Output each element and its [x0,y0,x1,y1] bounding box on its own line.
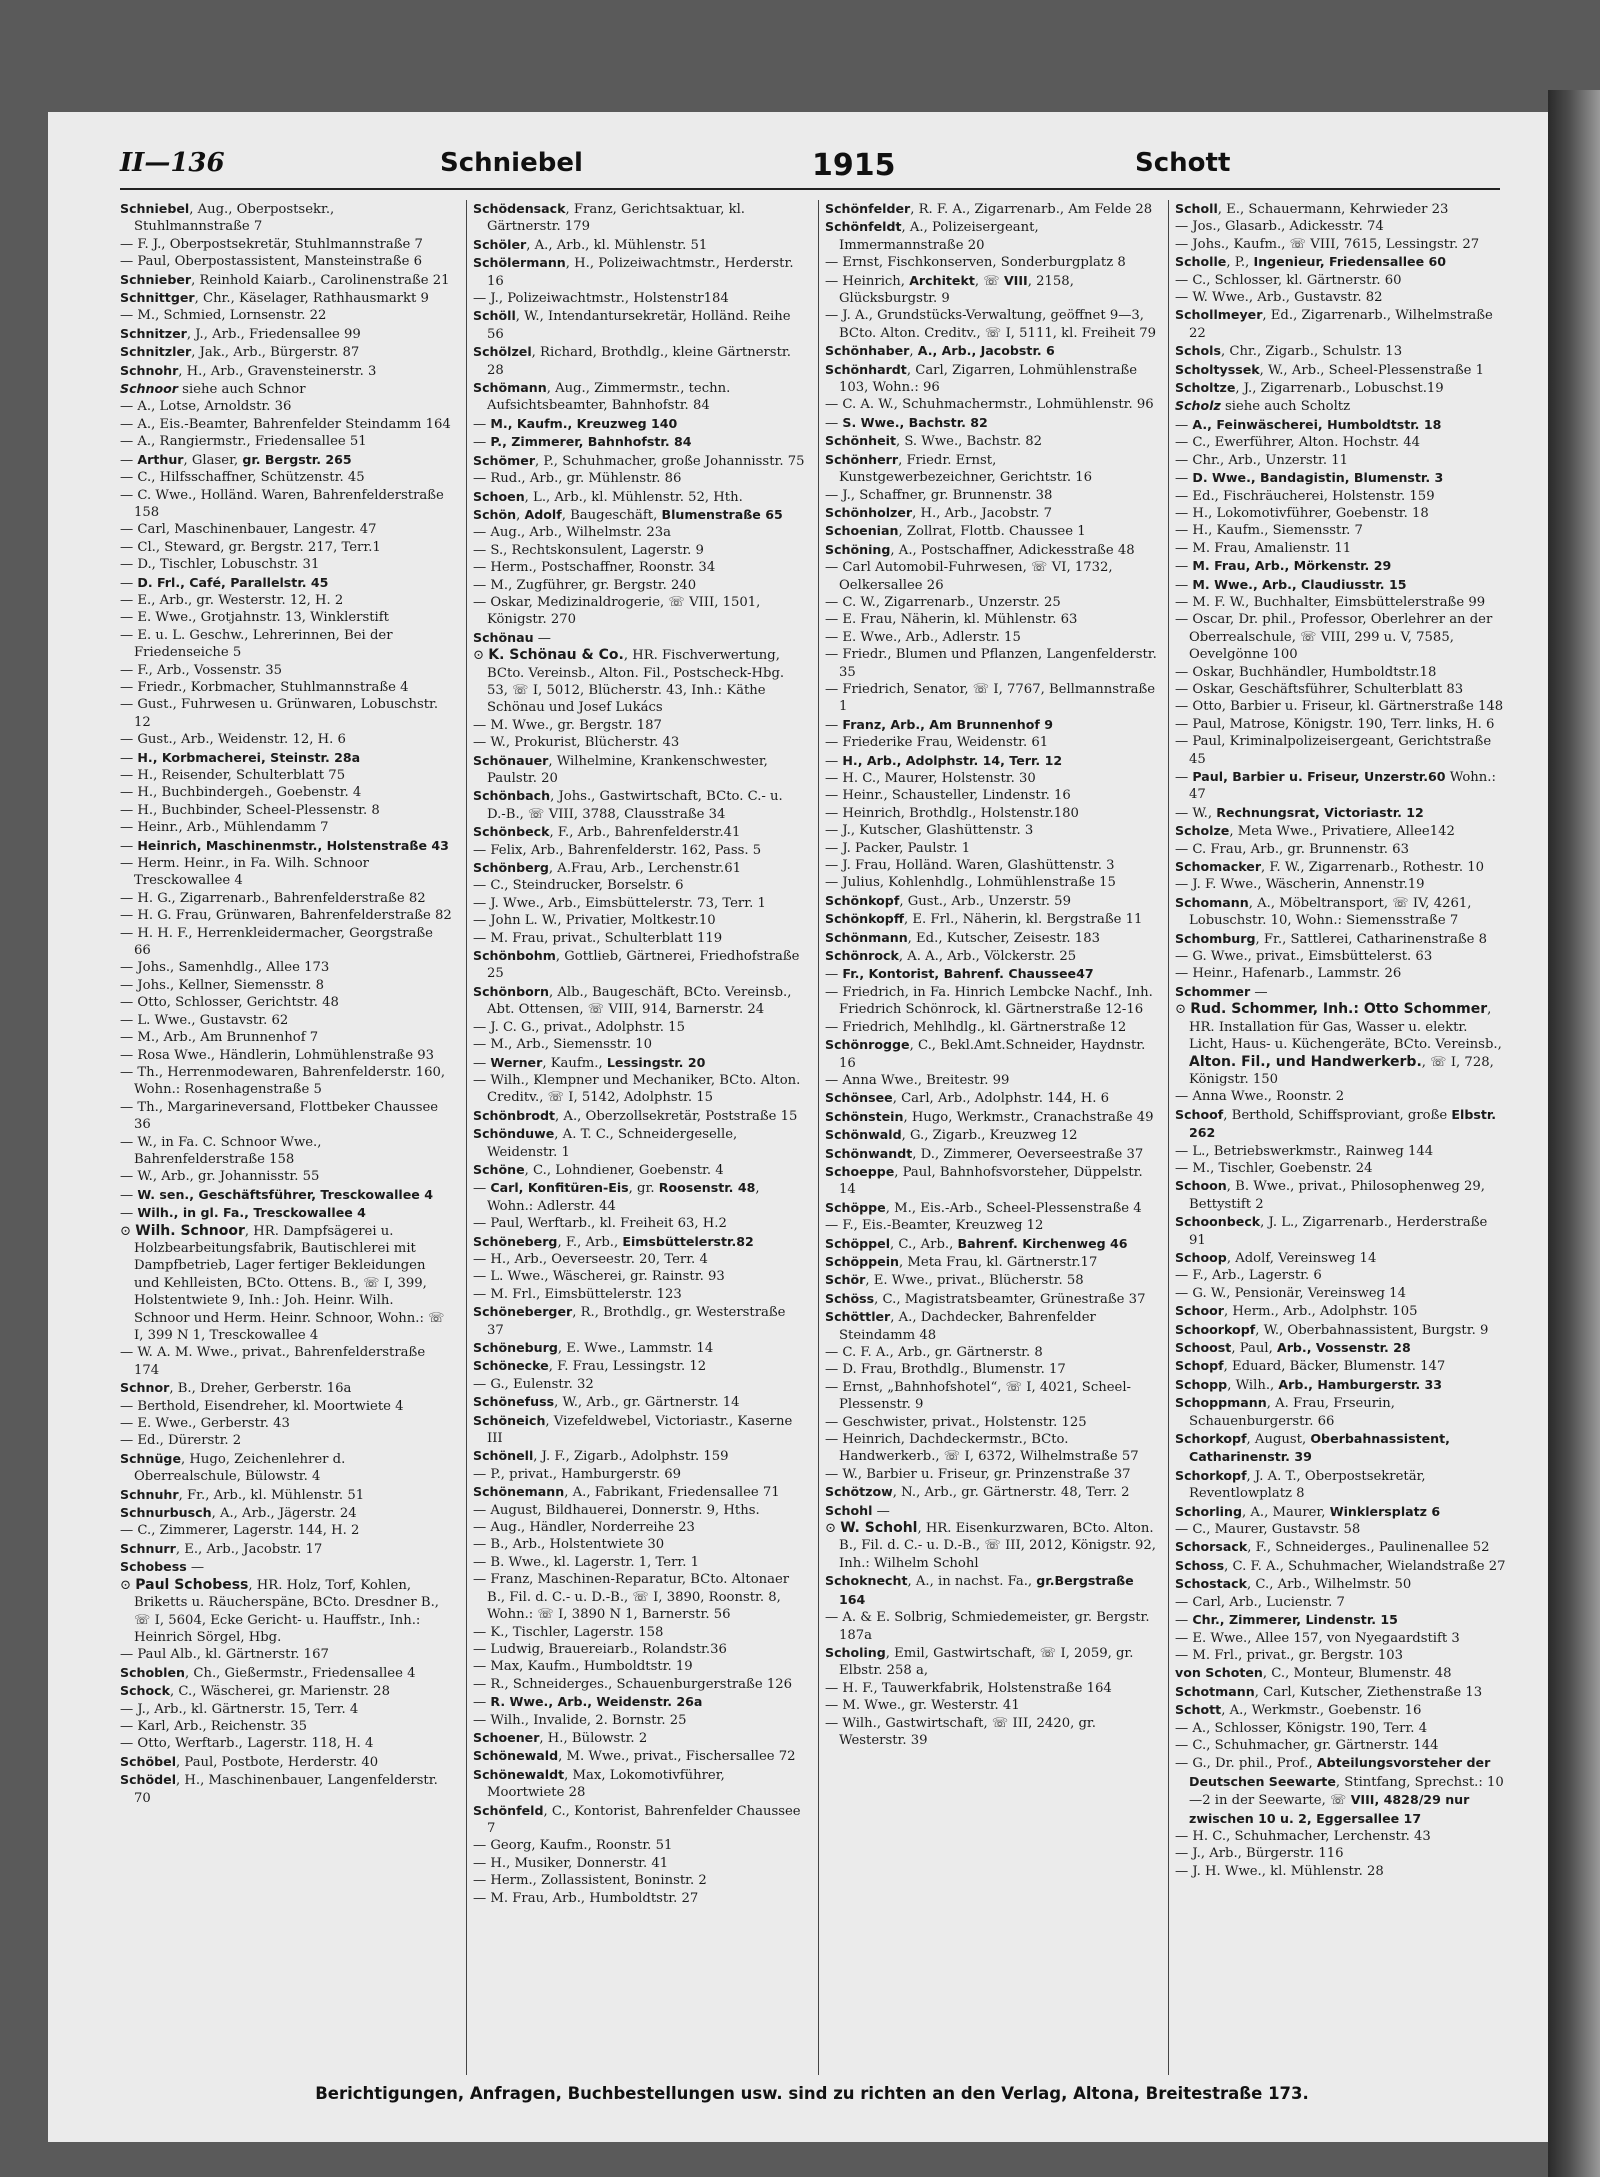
directory-entry: — Herm., Postschaffner, Roonstr. 34 [473,560,716,576]
directory-entry: Schoonbeck, J. L., Zigarrenarb., Herderstraße 91 [1175,1214,1488,1248]
directory-entry: — J. F. Wwe., Wäscherin, Annenstr.19 [1175,877,1425,893]
directory-entry: Schoppmann, A. Frau, Frseurin, Schauenburgerstr. 66 [1175,1395,1395,1429]
directory-entry: von Schoten, C., Monteur, Blumenstr. 48 [1175,1665,1452,1682]
page-footer-notice: Berichtigungen, Anfragen, Buchbestellungen usw. sind zu richten an den Verlag, Altona, Breitestraße 173. [315,2084,1309,2103]
directory-entry: Schönmann, Ed., Kutscher, Zeisestr. 183 [825,929,1100,946]
directory-entry: — C., Schlosser, kl. Gärtnerstr. 60 [1175,272,1402,288]
directory-entry: — Berthold, Eisendreher, kl. Moortwiete 4 [120,1398,404,1414]
directory-entry: Schöne, C., Lohndiener, Goebenstr. 4 [473,1161,724,1178]
column-1 [120,200,452,2075]
directory-entry: — Heinrich, Dachdeckermstr., BCto. Handwerkerb., ☏ I, 6372, Wilhelmstraße 57 [825,1432,1139,1465]
directory-entry: Schobess — [120,1559,205,1576]
directory-entry: — J., Schaffner, gr. Brunnenstr. 38 [825,487,1053,503]
directory-entry: — H. C., Schuhmacher, Lerchenstr. 43 [1175,1828,1431,1844]
directory-entry: Schötzow, N., Arb., gr. Gärtnerstr. 48, Terr. 2 [825,1484,1130,1501]
directory-entry: — W., Rechnungsrat, Victoriastr. 12 [1175,804,1424,821]
directory-entry: — Oskar, Buchhändler, Humboldtstr.18 [1175,664,1437,680]
directory-entry: — Gust., Fuhrwesen u. Grünwaren, Lobuschstr. 12 [120,697,439,730]
directory-entry: — W. A. M. Wwe., privat., Bahrenfelderstraße 174 [120,1345,426,1378]
directory-entry: Schöning, A., Postschaffner, Adickesstraße 48 [825,541,1135,558]
directory-entry: — Arthur, Glaser, gr. Bergstr. 265 [120,451,352,468]
directory-entry: — Werner, Kaufm., Lessingstr. 20 [473,1054,706,1071]
directory-entry: — Herm. Heinr., in Fa. Wilh. Schnoor Tresckowallee 4 [120,856,369,889]
page-number: II—136 [120,148,225,178]
directory-entry: — J. A., Grundstücks-Verwaltung, geöffnet 9—3, BCto. Alton. Creditv., ☏ I, 5111, kl. Freiheit 79 [825,308,1156,341]
header-last-name: Schott [1135,148,1231,178]
directory-entry: — H., Buchbinder, Scheel-Plessenstr. 8 [120,802,380,818]
directory-entry: — P., privat., Hamburgerstr. 69 [473,1466,682,1482]
directory-entry: — Carl, Konfitüren-Eis, gr. Roosenstr. 48, Wohn.: Adlerstr. 44 [473,1180,760,1214]
directory-entry: Schöppe, M., Eis.-Arb., Scheel-Plessenstraße 4 [825,1199,1142,1216]
directory-entry: — Wilh., in gl. Fa., Tresckowallee 4 [120,1205,366,1222]
directory-entry: Schomann, A., Möbeltransport, ☏ IV, 4261, Lobuschstr. 10, Wohn.: Siemensstraße 7 [1175,894,1472,929]
column-3 [818,200,1157,2075]
directory-entry: Schnoor siehe auch Schnor [120,381,306,398]
directory-entry: — C. A. W., Schuhmachermstr., Lohmühlenstr. 96 [825,397,1154,413]
directory-entry: Schönemann, A., Fabrikant, Friedensallee 71 [473,1484,780,1501]
directory-entry: — J., Kutscher, Glashüttenstr. 3 [825,823,1034,839]
directory-entry: — H., Lokomotivführer, Goebenstr. 18 [1175,505,1429,521]
directory-entry: Scholle, P., Ingenieur, Friedensallee 60 [1175,254,1447,271]
directory-entry: Schorkopf, August, Oberbahnassistent, Catharinenstr. 39 [1175,1431,1450,1465]
directory-entry: — H. G., Zigarrenarb., Bahrenfelderstraße 82 [120,890,426,906]
column-2 [466,200,805,2075]
directory-entry: — John L. W., Privatier, Moltkestr.10 [473,913,716,929]
directory-entry: Schönau — [473,629,551,646]
directory-entry: ⊙ W. Schohl, HR. Eisenkurzwaren, BCto. Alton. B., Fil. d. C.- u. D.-B., ☏ III, 2012, Königstr. 92, Inh.: Wilhelm Schohl [825,1520,1156,1571]
directory-entry: Schöll, W., Intendantursekretär, Holländ. Reihe 56 [473,308,791,342]
directory-entry: — Julius, Kohlenhdlg., Lohmühlenstraße 15 [825,875,1116,891]
directory-entry: — Wilh., Klempner und Mechaniker, BCto. Alton. Creditv., ☏ I, 5142, Adolphstr. 15 [473,1072,801,1106]
directory-entry: — Wilh., Gastwirtschaft, ☏ III, 2420, gr. Westerstr. 39 [825,1715,1096,1748]
directory-entry: Schönfeldt, A., Polizeisergeant, Immermannstraße 20 [825,219,1039,253]
directory-entry: Scholl, E., Schauermann, Kehrwieder 23 [1175,201,1449,217]
directory-entry: ⊙ Paul Schobess, HR. Holz, Torf, Kohlen, Briketts u. Räucherspäne, BCto. Dresdner B., ☏ I, 5604, Ecke Gericht- u. Hauffstr., Inh.: Heinrich Sörgel, Hbg. [120,1576,439,1645]
directory-entry: — S. Wwe., Bachstr. 82 [825,414,988,431]
directory-entry: — A., Eis.-Beamter, Bahrenfelder Steindamm 164 [120,416,451,432]
directory-entry: — J., Arb., Bürgerstr. 116 [1175,1846,1344,1862]
directory-entry: — Jos., Glasarb., Adickesstr. 74 [1175,219,1384,235]
directory-entry: — Chr., Arb., Unzerstr. 11 [1175,452,1348,468]
directory-entry: Schnurr, E., Arb., Jacobstr. 17 [120,1540,323,1557]
directory-entry: — H., Reisender, Schulterblatt 75 [120,768,346,783]
directory-entry: — L. Wwe., Gustavstr. 62 [120,1012,289,1028]
directory-entry: — Ed., Dürerstr. 2 [120,1433,242,1449]
directory-entry: — Oscar, Dr. phil., Professor, Oberlehrer an der Oberrealschule, ☏ VIII, 299 u. V, 7585, Oevelgönne 100 [1175,612,1493,663]
directory-entry: — Johs., Samenhdlg., Allee 173 [120,960,330,976]
column-4 [1168,200,1507,2075]
directory-entry: Schönwald, G., Zigarb., Kreuzweg 12 [825,1127,1078,1144]
directory-entry: — Carl, Maschinenbauer, Langestr. 47 [120,522,377,538]
directory-entry: — M., Arb., Siemensstr. 10 [473,1037,653,1053]
directory-entry: — H., Arb., Oeverseestr. 20, Terr. 4 [473,1251,708,1267]
directory-entry: — Georg, Kaufm., Roonstr. 51 [473,1838,673,1854]
directory-entry: — Max, Kaufm., Humboldtstr. 19 [473,1659,693,1675]
directory-entry: Schömann, Aug., Zimmermstr., techn. Aufsichtsbeamter, Bahnhofstr. 84 [473,380,731,414]
directory-entry: — C., Zimmerer, Lagerstr. 144, H. 2 [120,1523,360,1539]
directory-entry: — Wilh., Invalide, 2. Bornstr. 25 [473,1712,687,1728]
directory-entry: Schör, E. Wwe., privat., Blücherstr. 58 [825,1272,1084,1289]
directory-entry: — Anna Wwe., Breitestr. 99 [825,1072,1010,1088]
directory-entry: — Friedr., Korbmacher, Stuhlmannstraße 4 [120,679,409,695]
directory-entry: — R., Schneiderges., Schauenburgerstraße 126 [473,1676,793,1692]
directory-entry: Scholz siehe auch Scholtz [1175,398,1351,415]
directory-entry: Schölermann, H., Polizeiwachtmstr., Herderstr. 16 [473,255,794,289]
directory-entry: — Anna Wwe., Roonstr. 2 [1175,1089,1345,1105]
directory-entry: — G. Wwe., privat., Eimsbüttelerst. 63 [1175,949,1433,965]
directory-entry: Schopf, Eduard, Bäcker, Blumenstr. 147 [1175,1358,1446,1375]
directory-entry: Schott, A., Werkmstr., Goebenstr. 16 [1175,1702,1422,1719]
directory-entry: — C., Maurer, Gustavstr. 58 [1175,1522,1361,1538]
directory-entry: — Friedr., Blumen und Pflanzen, Langenfelderstr. 35 [825,647,1157,680]
directory-entry: — M. Frau, Arb., Mörkenstr. 29 [1175,558,1392,575]
directory-entry: — W., in Fa. C. Schnoor Wwe., Bahrenfelderstraße 158 [120,1134,322,1167]
directory-entry: — Johs., Kaufm., ☏ VIII, 7615, Lessingstr. 27 [1175,236,1480,252]
directory-entry: ⊙ Rud. Schommer, Inh.: Otto Schommer, HR. Installation für Gas, Wasser u. elektr. Licht, Haus- u. Küchengeräte, BCto. Vereinsb., Alton. Fil., und Handwerkerb., ☏ I, 728, Königstr. 150 [1175,1001,1502,1087]
directory-entry: Schönkopf, Gust., Arb., Unzerstr. 59 [825,892,1071,909]
directory-entry: — August, Bildhauerei, Donnerstr. 9, Hths. [473,1502,760,1518]
directory-entry: — J. C. G., privat., Adolphstr. 15 [473,1019,685,1035]
directory-entry: — F., Arb., Lagerstr. 6 [1175,1268,1322,1284]
directory-entry: Schönauer, Wilhelmine, Krankenschwester, Paulstr. 20 [473,752,768,786]
directory-entry: — A., Rangiermstr., Friedensallee 51 [120,434,367,450]
directory-entry: Schorkopf, J. A. T., Oberpostsekretär, Reventlowplatz 8 [1175,1467,1426,1502]
directory-entry: Schönholzer, H., Arb., Jacobstr. 7 [825,504,1053,521]
directory-entry: — H., Musiker, Donnerstr. 41 [473,1855,669,1871]
directory-entry: Scholtyssek, W., Arb., Scheel-Plessenstraße 1 [1175,361,1485,378]
directory-entry: Schopp, Wilh., Arb., Hamburgerstr. 33 [1175,1376,1443,1393]
directory-entry: Schöler, A., Arb., kl. Mühlenstr. 51 [473,236,708,253]
directory-entry: — L., Betriebswerkmstr., Rainweg 144 [1175,1143,1434,1159]
directory-entry: Schorsack, F., Schneiderges., Paulinenallee 52 [1175,1539,1490,1556]
directory-entry: — H., Arb., Adolphstr. 14, Terr. 12 [825,752,1063,769]
directory-entry: — Gust., Arb., Weidenstr. 12, H. 6 [120,732,346,748]
directory-entry: Schostack, C., Arb., Wilhelmstr. 50 [1175,1576,1412,1593]
directory-entry: — B. Wwe., kl. Lagerstr. 1, Terr. 1 [473,1554,700,1570]
directory-entry: — F. J., Oberpostsekretär, Stuhlmannstraße 7 [120,236,423,252]
directory-entry: — Friedrich, Senator, ☏ I, 7767, Bellmannstraße 1 [825,681,1156,715]
directory-entry: Schönherr, Friedr. Ernst, Kunstgewerbezeichner, Gerichtstr. 16 [825,451,1093,486]
directory-entry: Schoeppe, Paul, Bahnhofsvorsteher, Düppelstr. 14 [825,1163,1143,1198]
directory-entry: Schönefuss, W., Arb., gr. Gärtnerstr. 14 [473,1394,740,1411]
directory-entry: — Fr., Kontorist, Bahrenf. Chaussee47 [825,966,1094,983]
directory-entry: Schönfelder, R. F. A., Zigarrenarb., Am Felde 28 [825,201,1153,217]
directory-entry: — E. Wwe., Grotjahnstr. 13, Winklerstift [120,610,389,626]
directory-entry: Schommer — [1175,983,1268,1000]
directory-entry: — C. W., Zigarrenarb., Unzerstr. 25 [825,594,1061,610]
directory-entry: — M., Zugführer, gr. Bergstr. 240 [473,577,697,593]
directory-entry: — Herm., Zollassistent, Boninstr. 2 [473,1873,707,1889]
directory-entry: Schöneberger, R., Brothdlg., gr. Westerstraße 37 [473,1304,786,1338]
directory-entry: — P., Zimmerer, Bahnhofstr. 84 [473,434,692,451]
directory-entry: — Paul Alb., kl. Gärtnerstr. 167 [120,1647,329,1663]
directory-entry: — Rosa Wwe., Händlerin, Lohmühlenstraße 93 [120,1047,435,1063]
directory-entry: — Carl Automobil-Fuhrwesen, ☏ VI, 1732, Oelkersallee 26 [825,560,1113,593]
directory-entry: — M. F. W., Buchhalter, Eimsbüttelerstraße 99 [1175,594,1486,610]
directory-entry: — C., Hilfsschaffner, Schützenstr. 45 [120,470,365,486]
directory-entry: — H., Buchbindergeh., Goebenstr. 4 [120,785,362,801]
directory-entry: — Friedrich, in Fa. Hinrich Lembcke Nachf., Inh. Friedrich Schönrock, kl. Gärtnerstraße 12-16 [825,984,1153,1018]
directory-entry: — J., Arb., kl. Gärtnerstr. 15, Terr. 4 [120,1701,359,1717]
directory-entry: — D. Frl., Café, Parallelstr. 45 [120,574,329,591]
directory-entry: Schönhaber, A., Arb., Jacobstr. 6 [825,343,1055,360]
directory-entry: Schock, C., Wäscherei, gr. Marienstr. 28 [120,1683,390,1700]
directory-entry: Schöss, C., Magistratsbeamter, Grünestraße 37 [825,1290,1146,1307]
directory-entry: — F., Arb., Vossenstr. 35 [120,662,283,678]
directory-entry: Schönheit, S. Wwe., Bachstr. 82 [825,433,1043,450]
directory-entry: — Heinrich, Architekt, ☏ VIII, 2158, Glücksburgstr. 9 [825,272,1074,307]
directory-entry: Schödensack, Franz, Gerichtsaktuar, kl. Gärtnerstr. 179 [473,201,745,235]
directory-entry: Schönewaldt, Max, Lokomotivführer, Moortwiete 28 [473,1766,725,1801]
directory-entry: Schollmeyer, Ed., Zigarrenarb., Wilhelmstraße 22 [1175,307,1493,341]
directory-entry: — Heinr., Schausteller, Lindenstr. 16 [825,788,1071,804]
directory-entry: — M., Arb., Am Brunnenhof 7 [120,1030,319,1046]
directory-entry: — Paul, Kriminalpolizeisergeant, Gerichtstraße 45 [1175,734,1492,767]
directory-entry: — J., Polizeiwachtmstr., Holstenstr184 [473,291,729,307]
directory-entry: — E. Wwe., Gerberstr. 43 [120,1416,290,1432]
directory-entry: — A. & E. Solbrig, Schmiedemeister, gr. Bergstr. 187a [825,1610,1150,1643]
directory-entry: — M. Frl., privat., gr. Bergstr. 103 [1175,1647,1404,1663]
directory-entry: Schnuhr, Fr., Arb., kl. Mühlenstr. 51 [120,1486,365,1503]
directory-entry: — E. Frau, Näherin, kl. Mühlenstr. 63 [825,612,1078,628]
directory-entry: — Chr., Zimmerer, Lindenstr. 15 [1175,1612,1398,1629]
directory-entry: — J. Packer, Paulstr. 1 [825,840,971,856]
directory-entry: — E. Wwe., Allee 157, von Nyegaardstift 3 [1175,1630,1460,1646]
directory-entry: — Heinr., Hafenarb., Lammstr. 26 [1175,966,1402,982]
directory-entry: — B., Arb., Holstentwiete 30 [473,1537,665,1553]
directory-entry: — C., Schuhmacher, gr. Gärtnerstr. 144 [1175,1737,1439,1753]
directory-entry: — Aug., Arb., Wilhelmstr. 23a [473,525,671,541]
directory-entry: — Friederike Frau, Weidenstr. 61 [825,735,1049,751]
directory-entry: Schoknecht, A., in nachst. Fa., gr.Bergstraße 164 [825,1573,1134,1607]
directory-entry: — D., Tischler, Lobuschstr. 31 [120,557,320,573]
header-first-name: Schniebel [440,148,583,178]
directory-entry: Schönhardt, Carl, Zigarren, Lohmühlenstraße 103, Wohn.: 96 [825,361,1138,396]
directory-entry: Scholtze, J., Zigarrenarb., Lobuschst.19 [1175,380,1444,397]
directory-entry: Schnor, B., Dreher, Gerberstr. 16a [120,1380,352,1397]
directory-entry: — Karl, Arb., Reichenstr. 35 [120,1718,308,1734]
directory-entry: — W., Arb., gr. Johannisstr. 55 [120,1169,320,1185]
directory-entry: — W., Barbier u. Friseur, gr. Prinzenstraße 37 [825,1466,1131,1482]
directory-entry: Schoenian, Zollrat, Flottb. Chaussee 1 [825,523,1086,540]
directory-entry: Schöppel, C., Arb., Bahrenf. Kirchenweg 46 [825,1235,1128,1252]
directory-entry: — Cl., Steward, gr. Bergstr. 217, Terr.1 [120,539,381,555]
directory-entry: — E. u. L. Geschw., Lehrerinnen, Bei der Friedenseiche 5 [120,627,393,661]
directory-entry: — F., Eis.-Beamter, Kreuzweg 12 [825,1218,1044,1234]
directory-entry: Schönrogge, C., Bekl.Amt.Schneider, Haydnstr. 16 [825,1037,1146,1071]
directory-entry: — E., Arb., gr. Westerstr. 12, H. 2 [120,592,344,608]
directory-entry: — M., Schmied, Lornsenstr. 22 [120,308,327,324]
page-header [120,142,1500,190]
page-edge-shadow [1548,90,1600,2177]
directory-entry: ⊙ K. Schönau & Co., HR. Fischverwertung, BCto. Vereinsb., Alton. Fil., Postscheck-Hbg. 53, ☏ I, 5012, Blücherstr. 43, Inh.: Käthe Schönau und Josef Lukács [473,647,785,716]
directory-entry: Schomburg, Fr., Sattlerei, Catharinenstraße 8 [1175,930,1488,947]
directory-entry: — C. F. A., Arb., gr. Gärtnerstr. 8 [825,1345,1043,1360]
directory-entry: Schönwandt, D., Zimmerer, Oeverseestraße 37 [825,1145,1144,1162]
directory-entry: Schölzel, Richard, Brothdlg., kleine Gärtnerstr. 28 [473,344,791,378]
directory-entry: Schnittger, Chr., Käselager, Rathhausmarkt 9 [120,290,429,307]
directory-entry: — A., Feinwäscherei, Humboldtstr. 18 [1175,416,1442,433]
directory-entry: — A., Lotse, Arnoldstr. 36 [120,399,292,415]
directory-entry: Schöneich, Vizefeldwebel, Victoriastr., Kaserne III [473,1412,793,1447]
directory-entry: Scholze, Meta Wwe., Privatiere, Allee142 [1175,823,1455,840]
directory-entry: Schoblen, Ch., Gießermstr., Friedensallee 4 [120,1664,416,1681]
directory-entry: — C. Wwe., Holländ. Waren, Bahrenfelderstraße 158 [120,487,444,520]
directory-entry: Schnüge, Hugo, Zeichenlehrer d. Oberrealschule, Bülowstr. 4 [120,1450,346,1485]
directory-entry: — H. C., Maurer, Holstenstr. 30 [825,771,1036,786]
directory-entry: — G. W., Pensionär, Vereinsweg 14 [1175,1285,1406,1301]
directory-entry: Schnieber, Reinhold Kaiarb., Carolinenstraße 21 [120,271,450,288]
directory-entry: — Heinr., Arb., Mühlendamm 7 [120,820,329,836]
directory-entry: — C., Ewerführer, Alton. Hochstr. 44 [1175,435,1421,451]
directory-entry: — E. Wwe., Arb., Adlerstr. 15 [825,629,1021,645]
directory-entry: Schnurbusch, A., Arb., Jägerstr. 24 [120,1505,357,1522]
directory-entry: — M. Frl., Eimsbüttelerstr. 123 [473,1286,682,1302]
directory-entry: — Heinrich, Maschinenmstr., Holstenstraße 43 [120,837,449,854]
directory-entry: — C., Steindrucker, Borselstr. 6 [473,878,684,894]
directory-entry: — L. Wwe., Wäscherei, gr. Rainstr. 93 [473,1269,725,1285]
directory-entry: — H. F., Tauwerkfabrik, Holstenstraße 164 [825,1680,1112,1696]
directory-entry: — M. Wwe., Arb., Claudiusstr. 15 [1175,576,1407,593]
directory-entry: Schoost, Paul, Arb., Vossenstr. 28 [1175,1340,1411,1356]
directory-entry: — Franz, Maschinen-Reparatur, BCto. Altonaer B., Fil. d. C.- u. D.-B., ☏ I, 3890, Roonstr. 8, Wohn.: ☏ I, 3890 N 1, Barnerstr. 56 [473,1572,790,1623]
directory-entry: Schoon, B. Wwe., privat., Philosophenweg 29, Bettystift 2 [1175,1178,1485,1212]
directory-entry: — H., Korbmacherei, Steinstr. 28a [120,749,361,766]
directory-entry: — Heinrich, Brothdlg., Holstenstr.180 [825,805,1079,821]
directory-entry: Schnohr, H., Arb., Gravensteinerstr. 3 [120,362,377,379]
directory-entry: — Otto, Werftarb., Lagerstr. 118, H. 4 [120,1736,374,1752]
directory-entry: Schönberg, A.Frau, Arb., Lerchenstr.61 [473,860,741,877]
directory-entry: Schömer, P., Schuhmacher, große Johannisstr. 75 [473,452,805,469]
directory-entry: — J. Frau, Holländ. Waren, Glashüttenstr. 3 [825,858,1115,874]
directory-entry: Schotmann, Carl, Kutscher, Ziethenstraße 13 [1175,1683,1483,1700]
directory-entry: — M. Wwe., gr. Westerstr. 41 [825,1698,1020,1714]
directory-entry: — J. H. Wwe., kl. Mühlenstr. 28 [1175,1863,1384,1879]
directory-entry: — Aug., Händler, Norderreihe 23 [473,1520,695,1536]
directory-entry: — Paul, Werftarb., kl. Freiheit 63, H.2 [473,1216,727,1232]
directory-entry: — G., Eulenstr. 32 [473,1376,594,1392]
directory-entry: Schoor, Herm., Arb., Adolphstr. 105 [1175,1303,1418,1320]
directory-entry: Schönell, J. F., Zigarb., Adolphstr. 159 [473,1448,729,1465]
directory-entry: — Rud., Arb., gr. Mühlenstr. 86 [473,471,682,487]
directory-entry: Schönbrodt, A., Oberzollsekretär, Poststraße 15 [473,1107,798,1124]
directory-entry: Schnitzler, Jak., Arb., Bürgerstr. 87 [120,344,360,361]
directory-entry: Schöbel, Paul, Postbote, Herderstr. 40 [120,1753,379,1770]
directory-entry: — Ed., Fischräucherei, Holstenstr. 159 [1175,488,1435,504]
directory-page [48,112,1548,2142]
directory-entry: Schoof, Berthold, Schiffsproviant, große Elbstr. 262 [1175,1106,1497,1141]
directory-entry: — Johs., Kellner, Siemensstr. 8 [120,977,325,993]
directory-entry: — M., Tischler, Goebenstr. 24 [1175,1160,1373,1176]
directory-entry: — Carl, Arb., Lucienstr. 7 [1175,1594,1345,1610]
directory-entry: — M., Kaufm., Kreuzweg 140 [473,415,678,432]
directory-entry: Schönbohm, Gottlieb, Gärtnerei, Friedhofstraße 25 [473,948,800,982]
directory-entry: Schöttler, A., Dachdecker, Bahrenfelder Steindamm 48 [825,1309,1096,1343]
directory-entry: — R. Wwe., Arb., Weidenstr. 26a [473,1694,703,1711]
directory-entry: Schoorkopf, W., Oberbahnassistent, Burgstr. 9 [1175,1321,1489,1338]
directory-entry: — M. Frau, Arb., Humboldtstr. 27 [473,1890,699,1906]
directory-entry: — G., Dr. phil., Prof., Abteilungsvorsteher der Deutschen Seewarte, Stintfang, Sprechst.: 10—2 in der Seewarte, ☏ VIII, 4828/29 nur zwischen 10 u. 2, Eggersallee 17 [1175,1755,1504,1826]
directory-entry: — H. G. Frau, Grünwaren, Bahrenfelderstraße 82 [120,908,452,924]
directory-entry: — C. Frau, Arb., gr. Brunnenstr. 63 [1175,841,1409,857]
directory-entry: — Ernst, Fischkonserven, Sonderburgplatz 8 [825,255,1126,271]
directory-entry: Schönduwe, A. T. C., Schneidergeselle, Weidenstr. 1 [473,1126,738,1160]
directory-entry: Schönewald, M. Wwe., privat., Fischersallee 72 [473,1748,796,1765]
directory-entry: Schnitzer, J., Arb., Friedensallee 99 [120,325,361,342]
directory-columns [120,200,1504,2075]
directory-entry: — Ernst, „Bahnhofshotel“, ☏ I, 4021, Scheel-Plessenstr. 9 [825,1379,1132,1413]
directory-entry: — W. sen., Geschäftsführer, Tresckowallee 4 [120,1186,433,1203]
directory-entry: — Paul, Barbier u. Friseur, Unzerstr.60 Wohn.: 47 [1175,769,1496,803]
directory-entry: Schniebel, Aug., Oberpostsekr., Stuhlmannstraße 7 [120,201,335,235]
directory-entry: Schönrock, A. A., Arb., Völckerstr. 25 [825,948,1077,965]
directory-entry: — Paul, Oberpostassistent, Mansteinstraße 6 [120,254,422,270]
directory-entry: — Felix, Arb., Bahrenfelderstr. 162, Pass. 5 [473,842,762,858]
directory-entry: — D. Frau, Brothdlg., Blumenstr. 17 [825,1362,1066,1378]
directory-entry: — M. Frau, privat., Schulterblatt 119 [473,930,723,946]
directory-entry: — W. Wwe., Arb., Gustavstr. 82 [1175,290,1383,306]
directory-entry: Schols, Chr., Zigarb., Schulstr. 13 [1175,343,1403,360]
directory-entry: Schoss, C. F. A., Schuhmacher, Wielandstraße 27 [1175,1557,1506,1574]
header-year: 1915 [812,148,896,183]
directory-entry: — D. Wwe., Bandagistin, Blumenstr. 3 [1175,470,1444,487]
directory-entry: — Geschwister, privat., Holstenstr. 125 [825,1414,1087,1430]
directory-entry: Schönkopff, E. Frl., Näherin, kl. Bergstraße 11 [825,911,1143,928]
directory-entry: — Otto, Schlosser, Gerichtstr. 48 [120,995,339,1011]
directory-entry: — Ludwig, Brauereiarb., Rolandstr.36 [473,1641,727,1657]
directory-entry: — W., Prokurist, Blücherstr. 43 [473,735,680,751]
directory-entry: Schohl — [825,1502,890,1519]
directory-entry: Schomacker, F. W., Zigarrenarb., Rothestr. 10 [1175,859,1485,876]
directory-entry: Schoen, L., Arb., kl. Mühlenstr. 52, Hth. [473,488,743,505]
directory-entry: Schönbach, Johs., Gastwirtschaft, BCto. C.- u. D.-B., ☏ VIII, 3788, Clausstraße 34 [473,788,783,822]
directory-entry: Schönfeld, C., Kontorist, Bahrenfelder Chaussee 7 [473,1802,801,1836]
directory-entry: — H., Kaufm., Siemensstr. 7 [1175,523,1363,539]
directory-entry: Schönstein, Hugo, Werkmstr., Cranachstraße 49 [825,1108,1154,1125]
directory-entry: Schöneberg, F., Arb., Eimsbüttelerstr.82 [473,1233,754,1250]
directory-entry: Schöppein, Meta Frau, kl. Gärtnerstr.17 [825,1253,1098,1270]
directory-entry: Schödel, H., Maschinenbauer, Langenfelderstr. 70 [120,1772,438,1806]
directory-entry: Schönsee, Carl, Arb., Adolphstr. 144, H. 6 [825,1090,1109,1107]
directory-entry: Scholing, Emil, Gastwirtschaft, ☏ I, 2059, gr. Elbstr. 258 a, [825,1644,1134,1679]
directory-entry: ⊙ Wilh. Schnoor, HR. Dampfsägerei u. Holzbearbeitungsfabrik, Bautischlerei mit Dampfbetrieb, Lager fertiger Bekleidungen und Kehlleisten, BCto. Ottens. B., ☏ I, 399, Holstentwiete 9, Inh.: Joh. Heinr. Wilh. Schnoor und Herm. Heinr. Schnoor, Wohn.: ☏ I, 399 N 1, Tresckowallee 4 [120,1222,445,1343]
directory-entry: Schoener, H., Bülowstr. 2 [473,1729,648,1746]
directory-entry: — Friedrich, Mehlhdlg., kl. Gärtnerstraße 12 [825,1019,1127,1035]
directory-entry: — Otto, Barbier u. Friseur, kl. Gärtnerstraße 148 [1175,699,1504,715]
directory-entry: Schorling, A., Maurer, Winklersplatz 6 [1175,1503,1441,1520]
directory-entry: — Th., Margarineversand, Flottbeker Chaussee 36 [120,1099,439,1133]
directory-entry: — Oskar, Geschäftsführer, Schulterblatt 83 [1175,681,1464,697]
directory-entry: Schön, Adolf, Baugeschäft, Blumenstraße 65 [473,506,783,523]
directory-entry: Schönbeck, F., Arb., Bahrenfelderstr.41 [473,824,741,841]
directory-entry: — K., Tischler, Lagerstr. 158 [473,1624,664,1640]
directory-entry: — Franz, Arb., Am Brunnenhof 9 [825,716,1053,733]
directory-entry: — Paul, Matrose, Königstr. 190, Terr. links, H. 6 [1175,716,1495,732]
directory-entry: — M. Wwe., gr. Bergstr. 187 [473,717,662,733]
directory-entry: — Oskar, Medizinaldrogerie, ☏ VIII, 1501, Königstr. 270 [473,594,761,628]
directory-entry: Schönecke, F. Frau, Lessingstr. 12 [473,1358,707,1375]
directory-entry: — S., Rechtskonsulent, Lagerstr. 9 [473,542,704,558]
directory-entry: — M. Frau, Amalienstr. 11 [1175,540,1352,556]
directory-entry: Schöneburg, E. Wwe., Lammstr. 14 [473,1340,714,1356]
directory-entry: — A., Schlosser, Königstr. 190, Terr. 4 [1175,1720,1428,1736]
directory-entry: Schoop, Adolf, Vereinsweg 14 [1175,1249,1377,1266]
directory-entry: Schönborn, Alb., Baugeschäft, BCto. Vereinsb., Abt. Ottensen, ☏ VIII, 914, Barnerstr. 24 [473,983,792,1018]
directory-entry: — Th., Herrenmodewaren, Bahrenfelderstr. 160, Wohn.: Rosenhagenstraße 5 [120,1064,446,1098]
directory-entry: — J. Wwe., Arb., Eimsbüttelerstr. 73, Terr. 1 [473,895,766,911]
directory-entry: — H. H. F., Herrenkleidermacher, Georgstraße 66 [120,925,433,959]
